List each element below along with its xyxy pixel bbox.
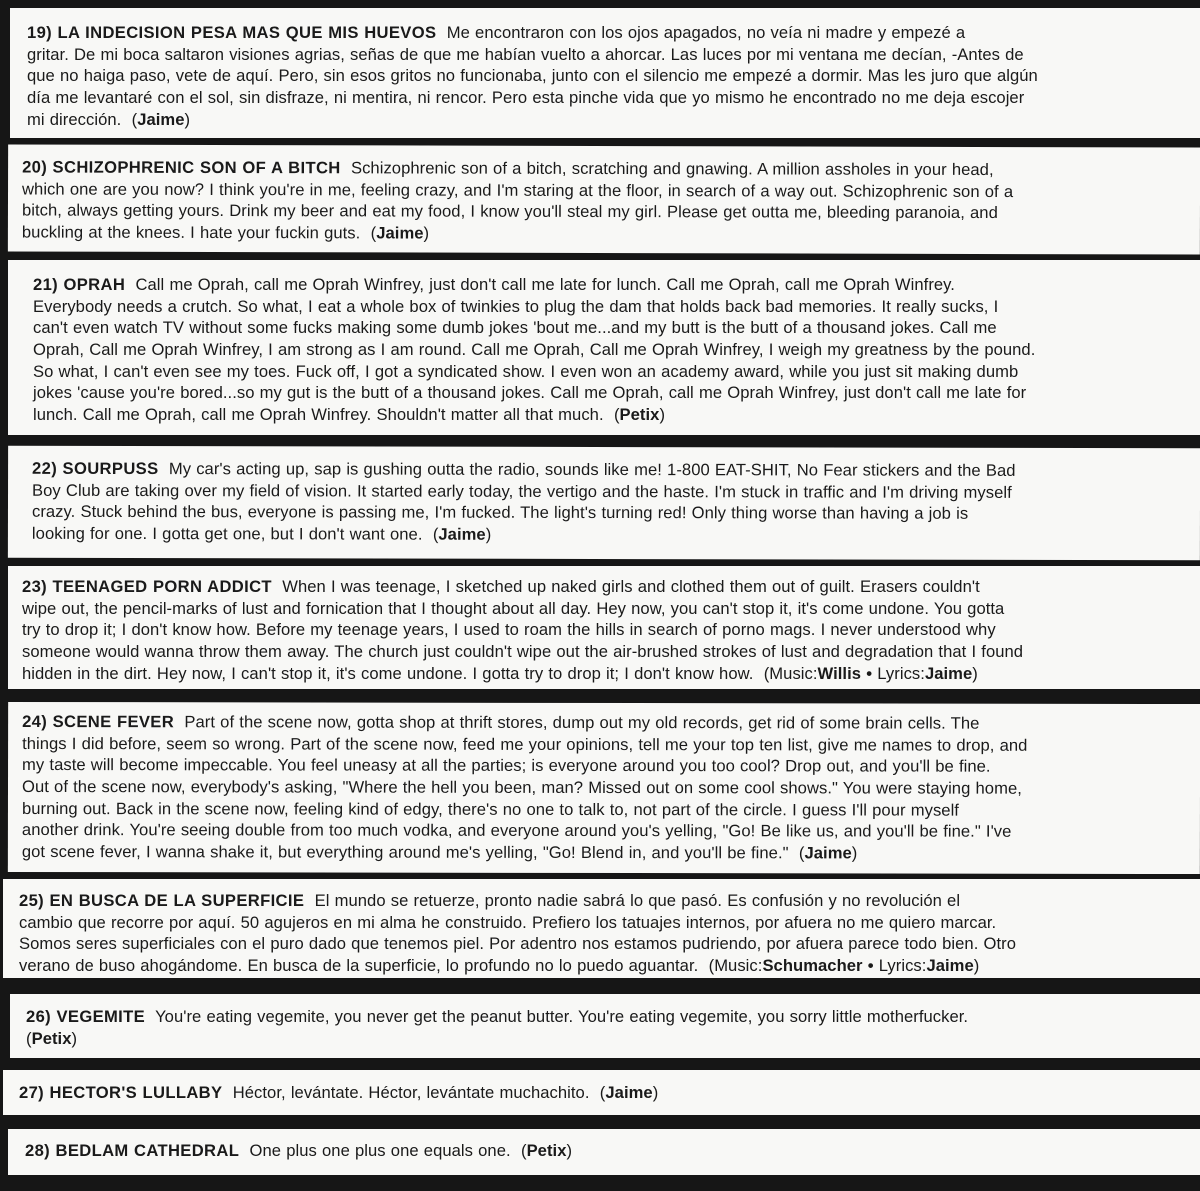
song-24-line-3: my taste will become impeccable. You feel uneasy at all the parties; is everyone around you too cool? Drop out, and you'll be fine. xyxy=(22,755,991,777)
song-27-credit: Jaime xyxy=(605,1083,653,1102)
song-23-line-3: try to drop it; I don't know how. Before my teenage years, I used to roam the hills in search of porno mags. I never understood why xyxy=(22,620,996,640)
song-20-credit: Jaime xyxy=(376,223,424,243)
song-19-title: 19) LA INDECISION PESA MAS QUE MIS HUEVOS xyxy=(27,23,437,42)
song-24-credit: Jaime xyxy=(804,843,852,863)
song-22 xyxy=(8,446,1200,560)
song-21-line-4: Oprah, Call me Oprah Winfrey, I am strong as I am round. Call me Oprah, Call me Oprah Winfrey, I weigh my greatness by the pound. xyxy=(33,340,1036,360)
song-21-credit: Petix xyxy=(619,405,660,425)
song-25-line-1: 25) EN BUSCA DE LA SUPERFICIE El mundo se retuerze, pronto nadie sabrá lo que pasó. Es confusión y no revolución el xyxy=(19,891,961,910)
song-24 xyxy=(8,702,1200,874)
song-23-line-4: someone would wanna throw them away. The church just couldn't wipe out the air-brushed strokes of lust and degradation that I found xyxy=(22,642,1024,662)
song-22-line-4: looking for one. I gotta get one, but I don't want one. (Jaime) xyxy=(31,523,492,544)
song-19-line-5: mi dirección. (Jaime) xyxy=(27,109,191,129)
song-22-line-1: 22) SOURPUSS My car's acting up, sap is gushing outta the radio, sounds like me! 1-800 EAT-SHIT, No Fear stickers and the Bad xyxy=(32,458,1016,480)
song-24-line-2: things I did before, seem so wrong. Part of the scene now, feed me your opinions, tell me your top ten list, give me names to drop, and xyxy=(22,733,1028,755)
song-26-credit: Petix xyxy=(31,1028,72,1048)
song-24-title: 24) SCENE FEVER xyxy=(22,711,175,732)
song-21-line-1: 21) OPRAH Call me Oprah, call me Oprah Winfrey, just don't call me late for lunch. Call me Oprah, call me Oprah Winfrey. xyxy=(33,275,955,294)
song-28-title: 28) BEDLAM CATHEDRAL xyxy=(25,1141,240,1160)
song-19-credit: Jaime xyxy=(137,109,185,129)
song-22-line-3: crazy. Stuck behind the bus, everyone is passing me, I'm fucked. The light's turning red! Only thing worse than having a job is xyxy=(31,502,969,524)
song-19-line-3: que no haiga paso, vete de aquí. Pero, sin esos gritos no funcionaba, junto con el silencio me empezé a dormir. Mas les juro que algún xyxy=(27,66,1038,86)
song-24-line-1: 24) SCENE FEVER Part of the scene now, gotta shop at thrift stores, dump out my old records, get rid of some brain cells. The xyxy=(22,711,980,733)
song-26-line-2: (Petix) xyxy=(26,1028,78,1048)
song-25 xyxy=(3,879,1200,978)
song-28-line-1: 28) BEDLAM CATHEDRAL One plus one plus one equals one. (Petix) xyxy=(25,1141,573,1160)
song-25-line-4: verano de buso ahogándome. En busca de la superficie, lo profundo no lo puedo aguantar. (Music:Schumacher • Lyrics:Jaime) xyxy=(19,956,980,976)
song-24-line-5: burning out. Back in the scene now, feeling kind of edgy, there's no one to talk to, not part of the circle. I guess I'll pour myself xyxy=(21,798,959,820)
bullet-separator: • xyxy=(866,663,873,683)
song-23-line-1: 23) TEENAGED PORN ADDICT When I was teenage, I sketched up naked girls and clothed them out of guilt. Erasers couldn't xyxy=(22,577,980,596)
song-21 xyxy=(8,260,1200,435)
song-23-title: 23) TEENAGED PORN ADDICT xyxy=(22,577,272,596)
bullet-separator: • xyxy=(867,956,874,976)
song-20-line-1: 20) SCHIZOPHRENIC SON OF A BITCH Schizophrenic son of a bitch, scratching and gnawing. A million assholes in your head, xyxy=(22,157,994,180)
song-25-line-3: Somos seres superficiales con el puro dado que tenemos piel. Por adentro nos estamos pudriendo, por afuera parece todo bien. Otro xyxy=(19,934,1016,954)
song-27-title: 27) HECTOR'S LULLABY xyxy=(19,1083,223,1102)
song-21-line-3: can't even watch TV without some fucks making some dumb jokes 'bout me...and my butt is the butt of a thousand jokes. Call me xyxy=(33,318,997,338)
song-19-line-4: día me levantaré con el sol, sin disfraze, ni mentira, ni rencor. Pero esta pinche vida que yo mismo he encontrado no me deja escojer xyxy=(27,88,1025,108)
song-20-title: 20) SCHIZOPHRENIC SON OF A BITCH xyxy=(22,157,341,178)
song-19-line-1: 19) LA INDECISION PESA MAS QUE MIS HUEVOS Me encontraron con los ojos apagados, no veía ni madre y empezé a xyxy=(27,23,966,42)
song-28-credit: Petix xyxy=(526,1141,567,1160)
song-21-title: 21) OPRAH xyxy=(33,275,126,294)
song-20-line-4: buckling at the knees. I hate your fuckin guts. (Jaime) xyxy=(21,222,430,243)
song-25-line-2: cambio que recorre por aquí. 50 agujeros en mi alma he construido. Prefiero los tatuajes internos, por afuera no me quiero marcar. xyxy=(19,912,997,932)
song-20-line-3: bitch, always getting yours. Drink my beer and eat my food, I know you'll steal my girl. Please get outta me, bleeding paranoia, and xyxy=(21,200,998,223)
song-20-line-2: which one are you now? I think you're in me, feeling crazy, and I'm staring at the floor, in search of a way out. Schizophrenic son of a xyxy=(22,179,1014,201)
song-19 xyxy=(10,8,1200,138)
song-22-title: 22) SOURPUSS xyxy=(32,458,159,479)
song-26 xyxy=(10,994,1200,1058)
song-25-title: 25) EN BUSCA DE LA SUPERFICIE xyxy=(19,891,305,910)
song-24-line-4: Out of the scene now, everybody's asking, "Where the hell you been, man? Missed out on some cool shows." You were staying home, xyxy=(21,777,1022,798)
song-23-lyrics-credit: Jaime xyxy=(924,663,973,683)
song-21-line-6: jokes 'cause you're bored...so my gut is the butt of a thousand jokes. Call me Oprah, call me Oprah Winfrey, just don't call me late for xyxy=(33,383,1027,403)
song-21-line-7: lunch. Call me Oprah, call me Oprah Winfrey. Shouldn't matter all that much. (Petix) xyxy=(33,405,666,425)
song-27-line-1: 27) HECTOR'S LULLABY Héctor, levántate. Héctor, levántate muchachito. (Jaime) xyxy=(19,1083,659,1102)
song-25-lyrics-credit: Jaime xyxy=(926,956,974,976)
song-23-line-5: hidden in the dirt. Hey now, I can't stop it, it's come undone. I gotta try to drop it; I don't know how. (Music:Willis • Lyrics:Jaime) xyxy=(22,663,978,683)
song-25-music-credit: Schumacher xyxy=(762,956,863,976)
song-20 xyxy=(8,144,1200,254)
song-26-title: 26) VEGEMITE xyxy=(26,1007,146,1026)
song-26-line-1: 26) VEGEMITE You're eating vegemite, you never get the peanut butter. You're eating vegemite, you sorry little motherfucker. xyxy=(26,1007,969,1026)
song-24-line-7: got scene fever, I wanna shake it, but everything around me's yelling, "Go! Blend in, and you'll be fine." (Jaime) xyxy=(21,842,858,863)
song-21-line-2: Everybody needs a crutch. So what, I eat a whole box of twinkies to plug the dam that holds back bad memories. It really sucks, I xyxy=(33,296,999,316)
song-23-line-2: wipe out, the pencil-marks of lust and fornication that I thought about all day. Hey now, you can't stop it, it's come undone. You gotta xyxy=(22,598,1005,618)
song-19-line-2: gritar. De mi boca saltaron visiones agrias, señas de que me habían vuelto a ahorcar. Las luces por mi ventana me decían, -Antes de xyxy=(27,44,1024,64)
song-22-credit: Jaime xyxy=(438,524,486,544)
song-24-line-6: another drink. You're seeing double from too much vodka, and everyone around you's yelling, "Go! Be like us, and you'll be fine." I've xyxy=(21,820,1012,842)
song-23-music-credit: Willis xyxy=(817,663,862,683)
song-23 xyxy=(8,566,1200,689)
song-27 xyxy=(3,1070,1200,1115)
song-21-line-5: So what, I can't even see my toes. Fuck off, I got a syndicated show. I even won an academy award, while you just sit making dumb xyxy=(33,361,1019,381)
song-28 xyxy=(8,1129,1200,1175)
song-22-line-2: Boy Club are taking over my field of vision. It started early today, the vertigo and the haste. I'm stuck in traffic and I'm driving myself xyxy=(32,480,1012,502)
